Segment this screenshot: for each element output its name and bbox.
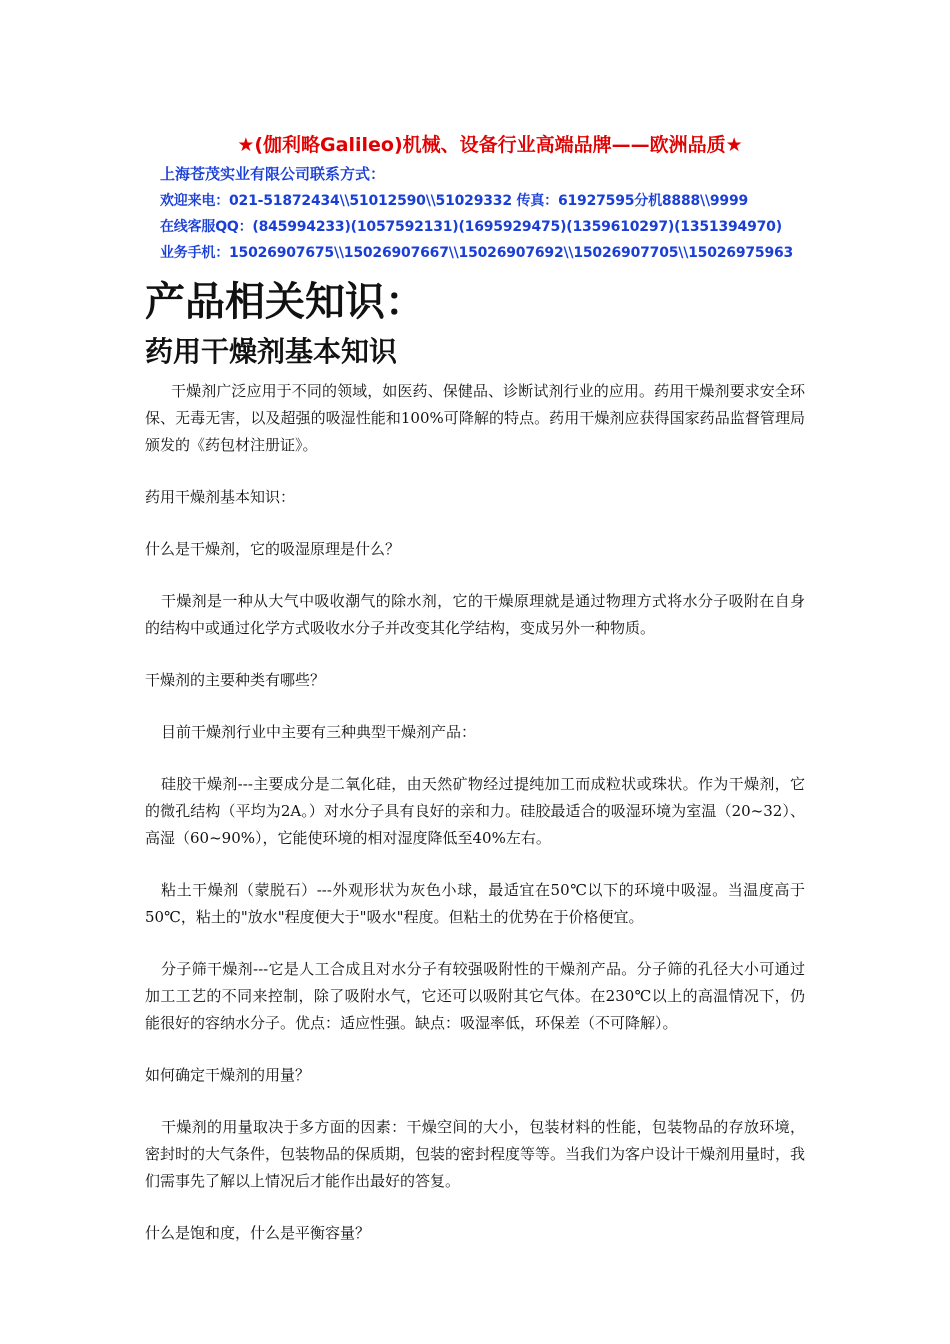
document-body [145, 276, 805, 1272]
page-title: 产品相关知识： [145, 278, 425, 325]
section-title: 药用干燥剂基本知识 [145, 335, 398, 368]
paragraph: 硅胶干燥剂---主要成分是二氧化硅，由天然矿物经过提纯加工而成粒状或珠状。作为干燥剂，它的微孔结构（平均为2A。）对水分子具有良好的亲和力。硅胶最适合的吸湿环境为室温（20~32）、高湿（60~90%），它能使环境的相对湿度降低至40%左右。 [145, 775, 805, 847]
banner-mobile: 业务手机：15026907675\\15026907667\\15026907692\\15026907705\\15026975963 [160, 245, 794, 261]
banner-title: ★(伽利略Galileo)机械、设备行业高端品牌——欧洲品质★ [237, 134, 743, 156]
paragraph: 干燥剂的用量取决于多方面的因素：干燥空间的大小，包装材料的性能，包装物品的存放环境，密封时的大气条件，包装物品的保质期，包装的密封程度等等。当我们为客户设计干燥剂用量时，我们需事先了解以上情况后才能作出最好的答复。 [145, 1118, 806, 1190]
question-heading: 什么是饱和度，什么是平衡容量？ [145, 1224, 371, 1242]
banner-qq: 在线客服QQ：(845994233)(1057592131)(1695929475)(1359610297)(1351394970) [160, 219, 782, 235]
paragraph: 目前干燥剂行业中主要有三种典型干燥剂产品： [161, 723, 477, 741]
contact-banner [160, 130, 800, 262]
banner-company: 上海苍茂实业有限公司联系方式： [160, 165, 386, 183]
question-heading: 如何确定干燥剂的用量？ [145, 1066, 311, 1084]
paragraph: 干燥剂是一种从大气中吸收潮气的除水剂，它的干燥原理就是通过物理方式将水分子吸附在自身的结构中或通过化学方式吸收水分子并改变其化学结构，变成另外一种物质。 [145, 592, 805, 637]
paragraph: 干燥剂广泛应用于不同的领域，如医药、保健品、诊断试剂行业的应用。药用干燥剂要求安全环保、无毒无害，以及超强的吸湿性能和100%可降解的特点。药用干燥剂应获得国家药品监督管理局颁发的《药包材注册证》。 [145, 382, 805, 454]
question-heading: 什么是干燥剂，它的吸湿原理是什么？ [145, 540, 401, 558]
banner-phone: 欢迎来电：021-51872434\\51012590\\51029332 传真：61927595分机8888\\9999 [160, 193, 749, 209]
paragraph: 粘土干燥剂（蒙脱石）---外观形状为灰色小球，最适宜在50℃以下的环境中吸湿。当温度高于50℃，粘土的"放水"程度便大于"吸水"程度。但粘土的优势在于价格便宜。 [145, 881, 805, 926]
question-heading: 干燥剂的主要种类有哪些？ [145, 671, 326, 689]
paragraph: 分子筛干燥剂---它是人工合成且对水分子有较强吸附性的干燥剂产品。分子筛的孔径大小可通过加工工艺的不同来控制，除了吸附水气，它还可以吸附其它气体。在230℃以上的高温情况下，仍能很好的容纳水分子。优点：适应性强。缺点：吸湿率低，环保差（不可降解）。 [145, 960, 805, 1032]
paragraph: 药用干燥剂基本知识： [145, 488, 296, 506]
